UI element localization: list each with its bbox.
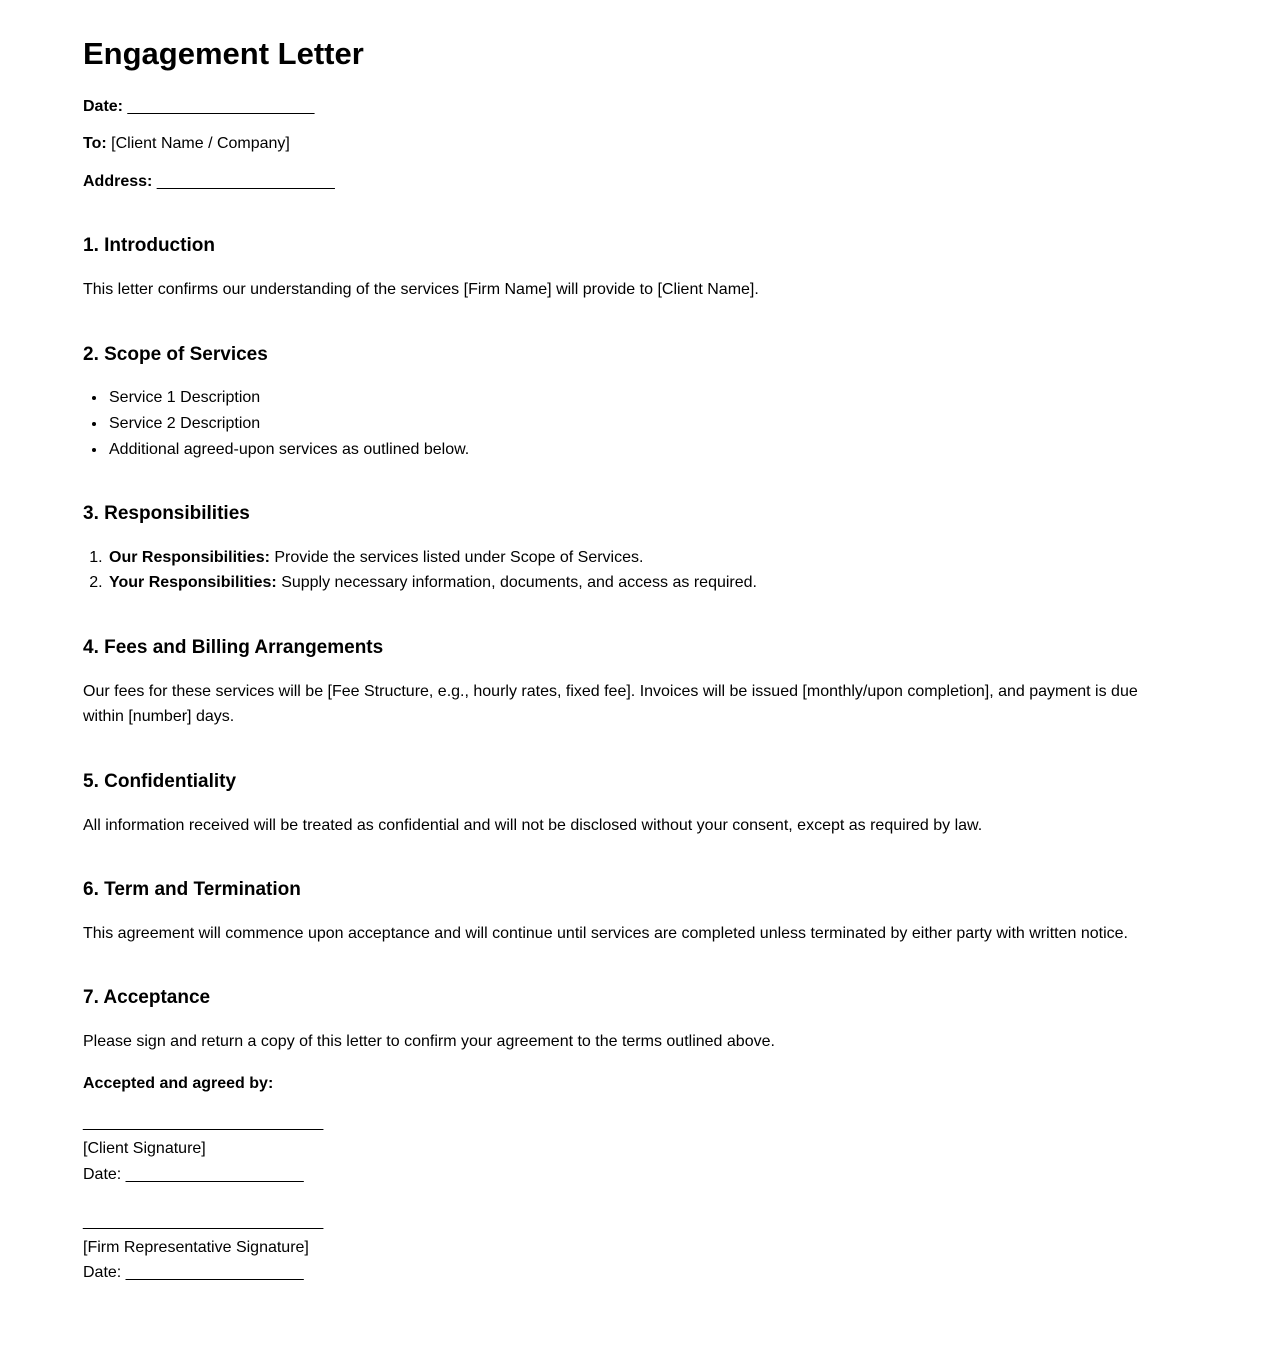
- section-heading-scope: 2. Scope of Services: [83, 343, 268, 365]
- section-heading-responsibilities: 3. Responsibilities: [83, 503, 250, 525]
- firm-date-blank-line: ____________________: [125, 1264, 304, 1282]
- client-date-field: [83, 1162, 1183, 1188]
- section-heading-fees: 4. Fees and Billing Arrangements: [83, 637, 384, 659]
- section-term-and-termination: [83, 878, 1183, 946]
- to-label: To:: [83, 135, 107, 153]
- list-item: [107, 545, 1183, 571]
- client-signature-block: [83, 1110, 1183, 1187]
- term-paragraph: This agreement will commence upon acceptance and will continue until services are completed unless terminated by either party with written notice.: [83, 924, 1128, 942]
- client-signature-label: [Client Signature]: [83, 1139, 206, 1157]
- client-date-label: Date:: [83, 1165, 122, 1183]
- list-item: • Service 2 Description: [107, 411, 1183, 437]
- to-value: [Client Name / Company]: [111, 135, 290, 153]
- introduction-paragraph: This letter confirms our understanding of the services [Firm Name] will provide to [Client Name].: [83, 281, 759, 299]
- fees-paragraph: Our fees for these services will be [Fee Structure, e.g., hourly rates, fixed fee]. Invoices will be issued [monthly/upon completion], and payment is due within [number] days.: [83, 682, 1138, 726]
- section-acceptance: [83, 986, 1183, 1096]
- accepted-and-agreed-label: Accepted and agreed by:: [83, 1074, 274, 1092]
- page-title: Engagement Letter: [83, 36, 364, 71]
- section-heading-introduction: 1. Introduction: [83, 235, 215, 257]
- responsibility-text: Provide the services listed under Scope of Services.: [274, 548, 644, 566]
- responsibilities-numbered-list: [83, 545, 1183, 596]
- client-date-blank-line: ____________________: [125, 1165, 304, 1183]
- firm-signature-line: ___________________________: [83, 1213, 324, 1231]
- firm-date-label: Date:: [83, 1264, 122, 1282]
- list-item: [107, 570, 1183, 596]
- confidentiality-paragraph: All information received will be treated as confidential and will not be disclosed without your consent, except as required by law.: [83, 816, 983, 834]
- responsibility-label: Your Responsibilities:: [109, 574, 277, 592]
- section-introduction: [83, 234, 1183, 302]
- address-field: [83, 169, 1183, 195]
- section-fees: [83, 636, 1183, 730]
- acceptance-paragraph: Please sign and return a copy of this letter to confirm your agreement to the terms outlined above.: [83, 1033, 775, 1051]
- section-heading-acceptance: 7. Acceptance: [83, 987, 211, 1009]
- list-item: • Service 1 Description: [107, 385, 1183, 411]
- list-item: • Additional agreed-upon services as outlined below.: [107, 437, 1183, 463]
- date-blank-line: _____________________: [127, 97, 315, 115]
- firm-signature-label: [Firm Representative Signature]: [83, 1238, 309, 1256]
- address-label: Address:: [83, 172, 153, 190]
- section-heading-confidentiality: 5. Confidentiality: [83, 770, 237, 792]
- firm-signature-block: [83, 1209, 1183, 1286]
- date-field: [83, 94, 1183, 120]
- to-field: [83, 131, 1183, 157]
- responsibility-label: Our Responsibilities:: [109, 548, 270, 566]
- section-scope-of-services: [83, 343, 1183, 462]
- firm-date-field: [83, 1260, 1183, 1286]
- address-blank-line: ____________________: [156, 172, 335, 190]
- section-confidentiality: [83, 770, 1183, 838]
- date-label: Date:: [83, 97, 124, 115]
- scope-bullet-list: [83, 385, 1183, 462]
- responsibility-text: Supply necessary information, documents, and access as required.: [281, 574, 757, 592]
- section-heading-term: 6. Term and Termination: [83, 879, 301, 901]
- client-signature-line: ___________________________: [83, 1114, 324, 1132]
- section-responsibilities: [83, 502, 1183, 596]
